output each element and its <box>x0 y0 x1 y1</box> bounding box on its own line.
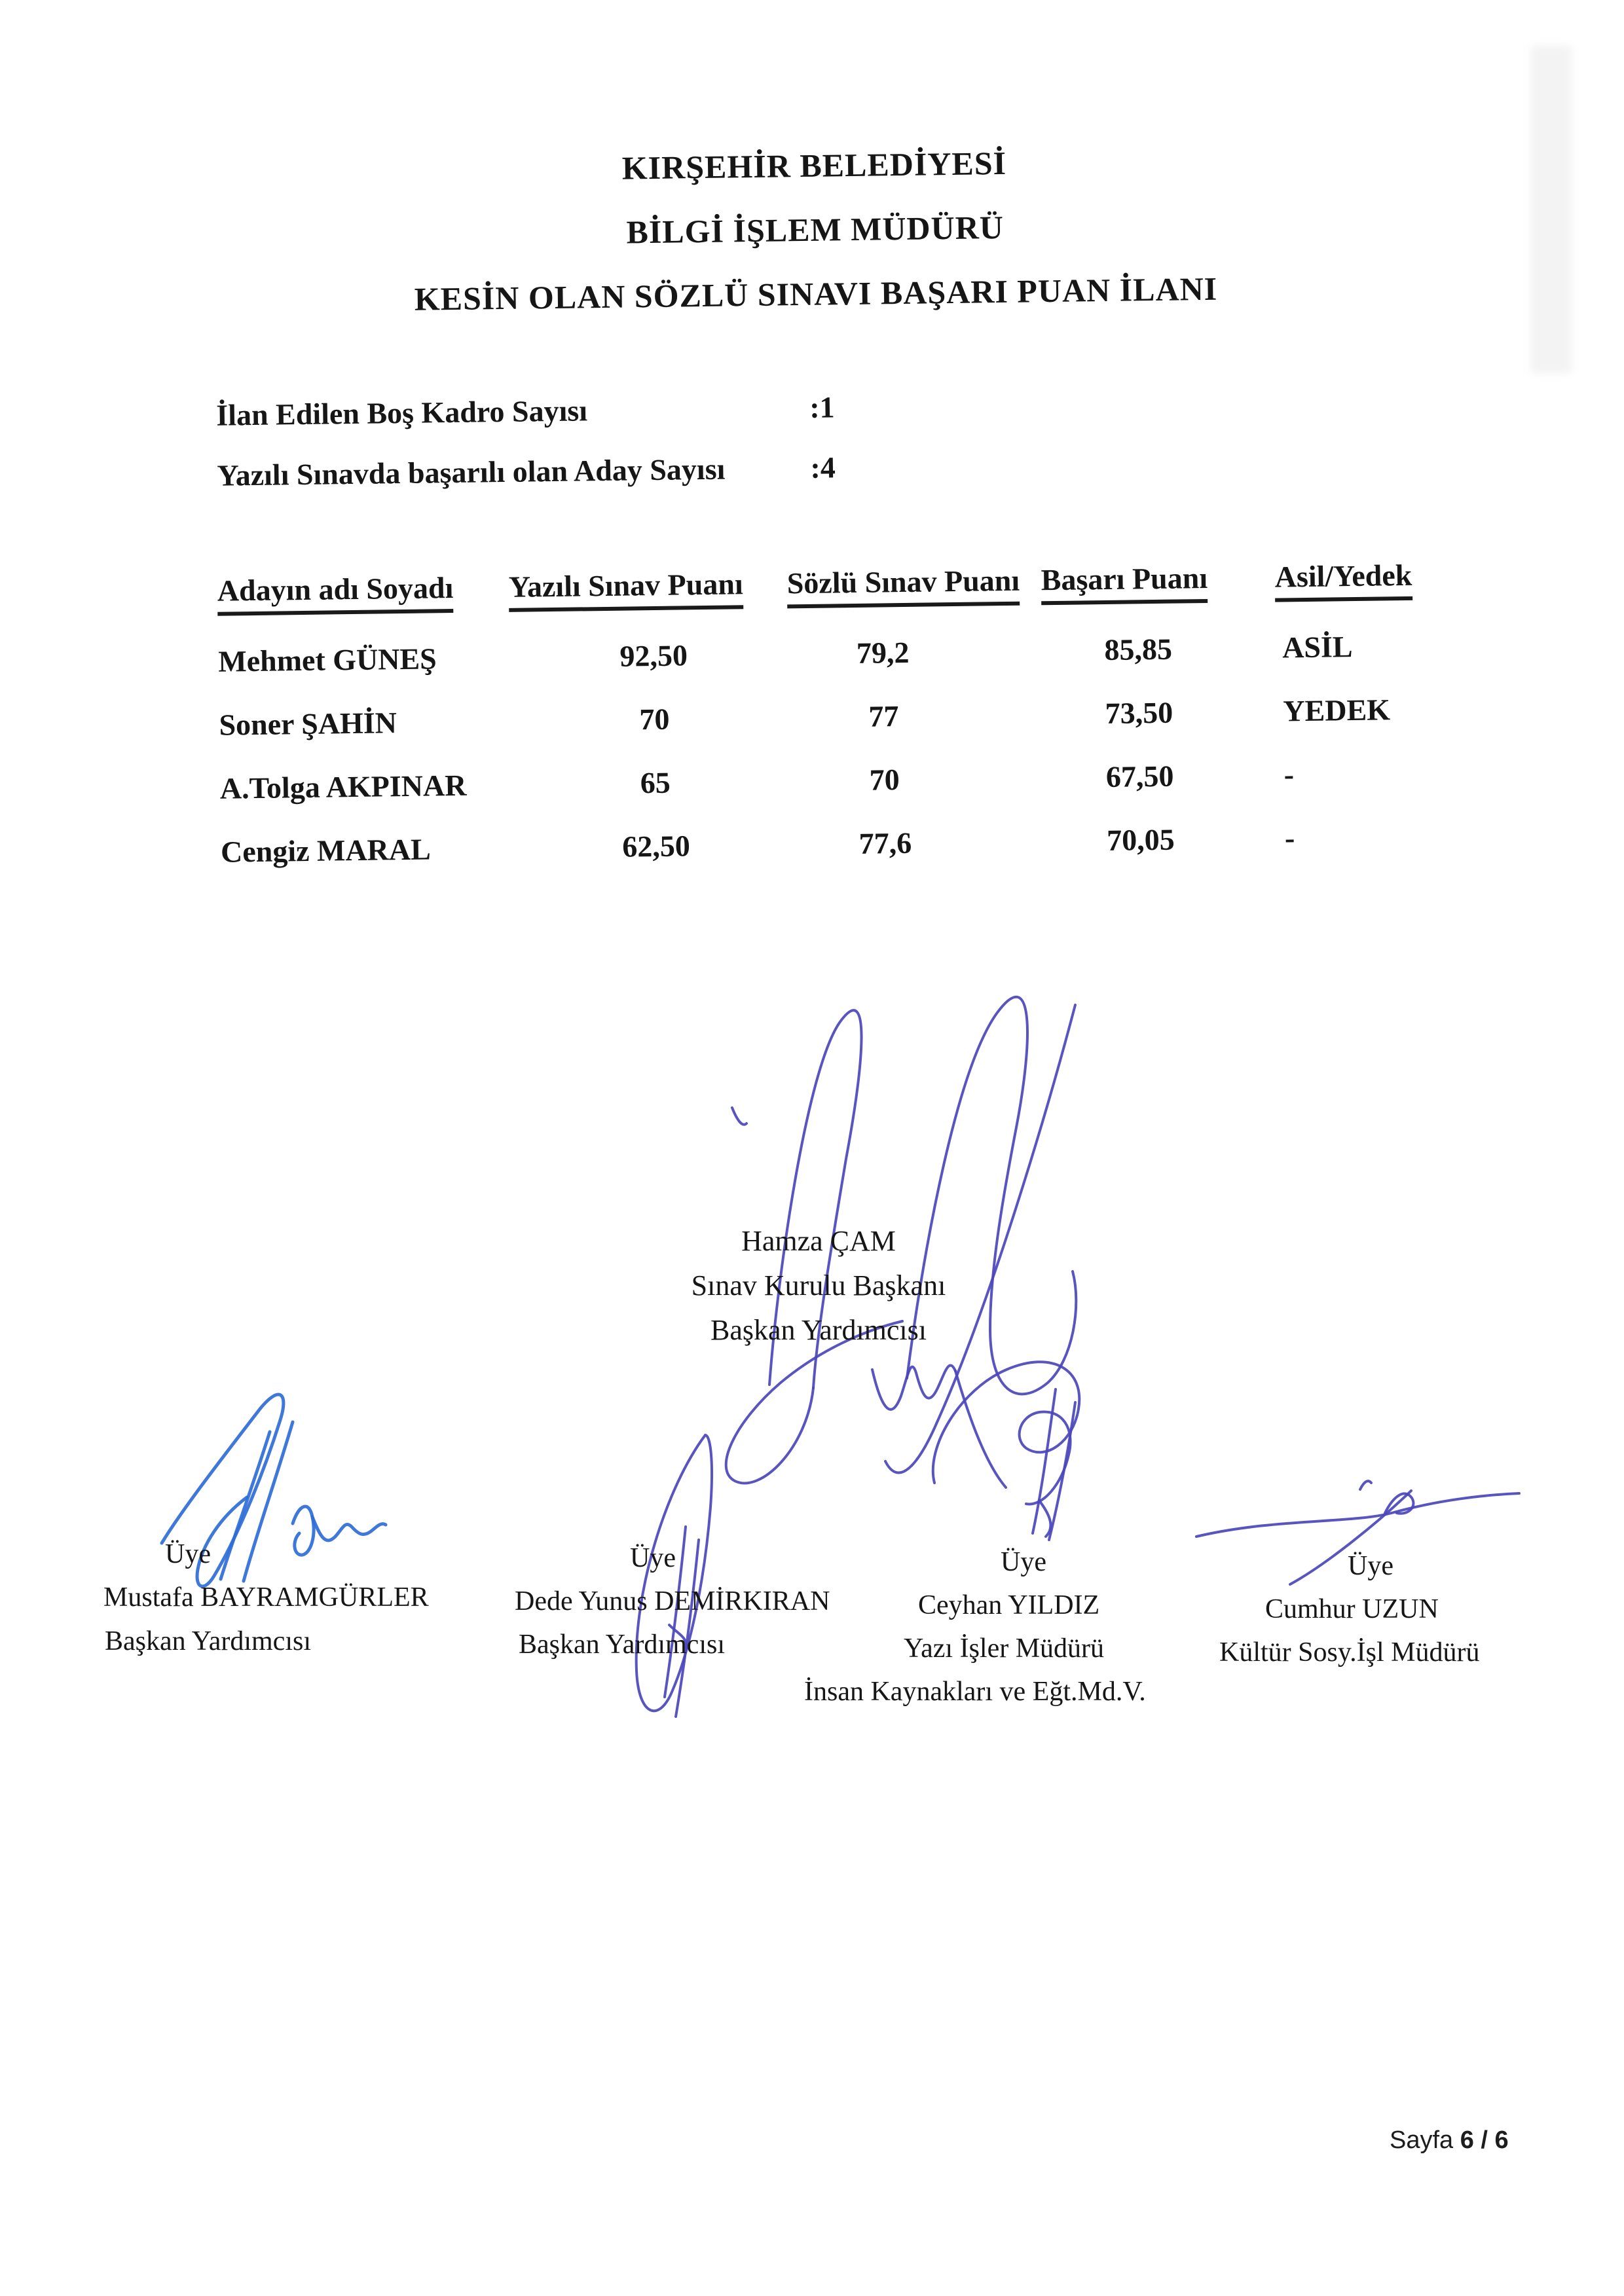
column-header-oral: Sözlü Sınav Puanı <box>786 563 1020 609</box>
title-department: BİLGİ İŞLEM MÜDÜRÜ <box>626 208 1005 251</box>
member4-title: Kültür Sosy.İşl Müdürü <box>1219 1637 1480 1667</box>
signature-ceyhan-yildiz <box>920 1349 1116 1545</box>
table-row-cell-success: 70,05 <box>1106 822 1175 857</box>
page-number-label: Sayfa <box>1390 2126 1454 2154</box>
table-row-cell-written: 92,50 <box>619 638 688 673</box>
table-row-cell-success: 85,85 <box>1104 632 1173 667</box>
column-header-status: Asil/Yedek <box>1274 558 1412 602</box>
member2-role: Üye <box>630 1543 676 1573</box>
member1-title: Başkan Yardımcısı <box>105 1626 311 1656</box>
member2-name: Dede Yunus DEMİRKIRAN <box>515 1586 830 1616</box>
table-row-cell-oral: 77,6 <box>858 826 912 860</box>
signature-stroke <box>293 1506 314 1555</box>
table-row-cell-status: - <box>1283 757 1295 792</box>
table-row-cell-written: 65 <box>640 765 671 800</box>
table-row-cell-name: Cengiz MARAL <box>220 832 432 869</box>
signature-stroke <box>312 1517 386 1540</box>
chairman-title2: Başkan Yardımcısı <box>710 1314 927 1346</box>
vacancy-count-value: :1 <box>809 390 835 424</box>
table-row-cell-oral: 70 <box>869 763 900 797</box>
column-header-written: Yazılı Sınav Puanı <box>508 566 743 612</box>
table-row-cell-success: 67,50 <box>1105 759 1174 793</box>
vacancy-count-label: İlan Edilen Boş Kadro Sayısı <box>215 393 588 432</box>
candidate-count-label: Yazılı Sınavda başarılı olan Aday Sayısı <box>217 452 726 492</box>
table-row-cell-success: 73,50 <box>1105 695 1173 731</box>
member1-role: Üye <box>165 1539 211 1569</box>
member3-name: Ceyhan YILDIZ <box>918 1590 1100 1620</box>
chairman-name: Hamza ÇAM <box>741 1225 896 1257</box>
candidate-count-value: :4 <box>810 450 836 484</box>
page-number-value: 6 / 6 <box>1460 2126 1509 2154</box>
table-row-cell-written: 62,50 <box>621 829 691 864</box>
member3-title2: İnsan Kaynakları ve Eğt.Md.V. <box>804 1677 1146 1707</box>
signature-stroke <box>1039 1501 1050 1537</box>
table-row-cell-name: Soner ŞAHİN <box>219 706 397 742</box>
signature-stroke <box>221 1432 270 1579</box>
table-row-cell-oral: 79,2 <box>856 635 910 670</box>
table-row-cell-oral: 77 <box>868 699 899 733</box>
signature-stroke <box>933 1362 1079 1504</box>
title-municipality: KIRŞEHİR BELEDİYESİ <box>621 144 1007 187</box>
signature-stroke <box>676 1540 699 1717</box>
member2-title: Başkan Yardımcısı <box>519 1630 725 1660</box>
document-upper-section <box>0 0 1624 982</box>
column-header-name: Adayın adı Soyadı <box>217 570 453 616</box>
page-number <box>1390 2126 1509 2155</box>
title-announcement: KESİN OLAN SÖZLÜ SINAVI BAŞARI PUAN İLANI <box>414 270 1218 318</box>
chairman-block <box>616 1219 1022 1353</box>
signature-stroke <box>732 1108 747 1125</box>
signature-stroke <box>1196 1493 1519 1537</box>
table-row-cell-written: 70 <box>639 702 670 737</box>
signature-stroke <box>1049 1402 1075 1540</box>
table-row-cell-status: ASİL <box>1282 630 1353 665</box>
member3-role: Üye <box>1001 1547 1046 1577</box>
member4-name: Cumhur UZUN <box>1265 1594 1439 1624</box>
table-row-cell-name: A.Tolga AKPINAR <box>219 768 467 805</box>
chairman-title: Sınav Kurulu Başkanı <box>691 1269 946 1302</box>
member4-role: Üye <box>1348 1551 1393 1581</box>
table-row-cell-status: YEDEK <box>1283 693 1391 728</box>
member1-name: Mustafa BAYRAMGÜRLER <box>103 1582 429 1613</box>
table-row-cell-name: Mehmet GÜNEŞ <box>217 642 437 678</box>
signature-stroke <box>1360 1481 1371 1489</box>
signature-dede-yunus-demirkiran <box>606 1408 763 1741</box>
table-row-cell-status: - <box>1284 821 1295 855</box>
member3-title: Yazı İşler Müdürü <box>904 1633 1105 1664</box>
column-header-success: Başarı Puanı <box>1041 560 1208 605</box>
